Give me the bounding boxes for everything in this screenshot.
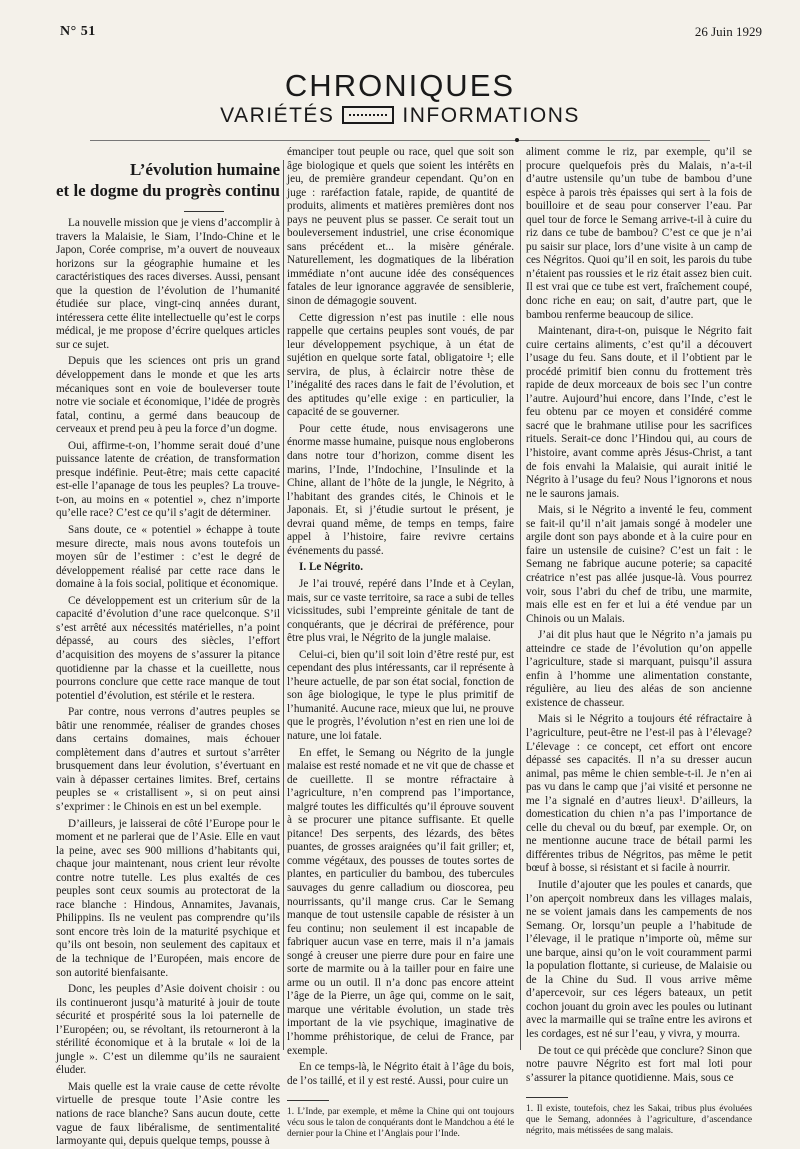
issue-number: N° 51	[60, 24, 96, 39]
header-rule	[90, 140, 710, 141]
paragraph: Depuis que les sciences ont pris un grand développement dans le monde et que les arts mécaniques sont en voie de bouleverser toute notre vie sociale et économique, l’idée de progrès fatal, continu, a germé dans beaucoup de cerveaux et prend peu à peu la force d’un dogme.	[56, 355, 280, 436]
article-title	[56, 146, 280, 201]
paragraph: La nouvelle mission que je viens d’accomplir à travers la Malaisie, le Siam, l’Indo-Chine et le Japon, Corée comprise, m’a ouvert de nouveaux horizons sur la géographie humaine et les caractéristiques des races diverses. Aussi, pensant que la question de l’évolution de l’humanité étudiée sur place, vingt-cinq années durant, intéressera cette élite intellectuelle qu’est le corps médical, je me propose d’écrire quelques articles sur ce sujet.	[56, 217, 280, 351]
paragraph: Ce développement est un criterium sûr de la capacité d’évolution d’une race quelconque. S’il s’est arrêté aux nécessités matérielles, n’a point dépassé, au cours des siècles, l’effort d’acquisition des moyens de s’assurer la pitance quotidienne par la chasse et la cueillette, nous pourrons conclure que cette race manque de tout potentiel d’évolution, est stérile et le restera.	[56, 594, 280, 702]
masthead-right: INFORMATIONS	[402, 104, 580, 127]
article-title-line2: et le dogme du progrès continu	[56, 181, 280, 200]
paragraph: émanciper tout peuple ou race, quel que soit son âge biologique et quels que soient les intérêts en jeu, de première grandeur cependant. Qu’on en juge : raréfaction fatale, rapide, de quantité de produits, aliments et matières premières dont nos pays ne peuvent plus se passer. Ce serait tout un bouleversement industriel, une crise économique sans précédent et... la misère générale. Naturellement, les dogmatiques de la libération immédiate n’ont aucune idée des conséquences fatales de leur ignorance aggravée de sensiblerie, sinon de démagogie souvent.	[287, 146, 514, 308]
masthead-title: CHRONIQUES	[284, 68, 516, 103]
paragraph: Mais si le Négrito a toujours été réfractaire à l’agriculture, peut-être ne l’est-il pas à l’élevage? L’élevage : ce concept, cet effort ont encore dépassé ses capacités. Il n’a su dresser aucun animal, pas même le chien semble-t-il. Je n’en ai pas vu dans le camp que j’ai visité et personne ne me l’a signalé en d’autres lieux¹. D’ailleurs, la domestication du chien n’a pas l’importance de celle du cheval ou du bœuf, par exemple. Or, on ne mentionne aucune trace de bétail parmi les différentes tribus de Négritos, pas même le petit bœuf à bosse, si résistant et si facile à nourrir.	[526, 713, 752, 875]
paragraph: En effet, le Semang ou Négrito de la jungle malaise est resté nomade et ne vit que de chasse et de cueillette. Il se montre réfractaire à l’agriculture, n’en comprend pas l’importance, malgré toutes les difficultés qu’il éprouve souvent à se procurer une pitance suffisante. Et quelle pitance! Des serpents, des lézards, des bêtes puantes, de grosses araignées qu’il fait griller; et, comme végétaux, des pousses de toutes sortes de plantes, en particulier du bambou, des tubercules sauvages du genre calladium ou dioscorea, peu nourrissants, qu’il mange crus. Car le Semang manque de tout ustensile capable de résister à un feu continu; non seulement il est incapable de fabriquer aucun vase en terre, mais il n’a jamais songé à creuser une pierre dure pour en faire une sorte de marmite ou à la tailler pour en faire une arme ou un outil. Il n’a donc pas encore atteint l’âge de la Pierre, un âge qui, comme on le sait, marque une véritable évolution, un stade très important de la vie psychique, imaginative de l’homme préhistorique, de celui de France, par exemple.	[287, 746, 514, 1057]
paragraph: Par contre, nous verrons d’autres peuples se bâtir une renommée, réaliser de grandes choses dans certains domaines, mais échouer complètement dans d’autres et surtout s’arrêter brusquement dans leur évolution, s’évertuant en vain à dépasser certaines limites. Bref, certains peuples se « cristallisent », si on peut ainsi s’exprimer : le Chinois en est un bel exemple.	[56, 706, 280, 813]
paragraph: En ce temps-là, le Négrito était à l’âge du bois, de l’os taillé, et il y est resté. Aussi, pour cuire un	[287, 1061, 514, 1087]
paragraph: De tout ce qui précède que conclure? Sinon que notre pauvre Négrito est fort mal loti pour s’assurer la pitance quotidienne. Mais, sous ce	[526, 1044, 752, 1084]
footnote-rule	[526, 1097, 568, 1098]
issue-date: 26 Juin 1929	[694, 24, 762, 39]
column-3	[526, 146, 752, 1137]
column-1	[56, 146, 280, 1148]
paragraph: Mais, si le Négrito a inventé le feu, comment se fait-il qu’il n’ait jamais songé à modeler une argile dont son pays abonde et à la cuire pour en faire un ustensile de cuisine? C’est un fait : le Semang ne fabrique aucune poterie; sa capacité créatrice n’est pas allée jusque-là. Vous pourrez voir, sous l’abri du chef de tribu, une marmite, mais elle est en fer et lui a été vendue par un Chinois ou un Malais.	[526, 504, 752, 625]
footnote-rule	[287, 1100, 329, 1101]
paragraph: Pour cette étude, nous envisagerons une énorme masse humaine, puisque nous engloberons dans notre tour d’horizon, comme disent les marins, l’Inde, l’Indochine, l’Insulinde et la Chine, allant de l’hôte de la jungle, le Négrito, à l’habitant des grandes cités, le Chinois et le Japonais. Et, si j’étudie surtout le présent, je devrai quand même, de temps en temps, faire appel à l’histoire, faire revivre certains événements du passé.	[287, 422, 514, 557]
paragraph: aliment comme le riz, par exemple, qu’il se procure quelquefois près du Malais, n’a-t-il d’autre ustensile qu’un tube de bambou d’une espèce à parois très épaisses qui sert à la fois de bouilloire et de seau pour conserver l’eau. Par quel tour de force le Semang arrive-t-il à cuire du riz dans ce tube de bambou? C’est ce que je n’ai pu saisir sur place, lors d’une visite à un camp de ces Négritos. Quoi qu’il en soit, les parois du tube n’étaient pas roussies et le riz était assez bien cuit. Il est vrai que ce tube est vert, fraîchement coupé, donc riche en eau; on sait, d’autre part, que le bambou renferme beaucoup de silice.	[526, 146, 752, 321]
paragraph: J’ai dit plus haut que le Négrito n’a jamais pu atteindre ce stade de l’évolution qu’on appelle l’agriculture, stade si marquant, puisqu’il assura enfin à l’homme une alimentation constante, régulière, au lieu des aléas de son ancienne existence de chasseur.	[526, 629, 752, 709]
paragraph: Maintenant, dira-t-on, puisque le Négrito fait cuire certains aliments, c’est qu’il a découvert l’usage du feu. Sans doute, et il l’obtient par le procédé primitif bien connu du frottement très rapide de deux morceaux de bois sec l’un contre l’autre. Aujourd’hui encore, dans l’Inde, c’est le feu obtenu par ce moyen et considéré comme sacré que le brahmane utilise pour les sacrifices rituels. Serait-ce donc l’Hindou qui, au cours de l’histoire, avant comme après Jésus-Christ, a tant de fois envahi la Malaisie, qui aurait initié le Négrito à l’usage du feu? Nous l’ignorons et nous ne le saurons jamais.	[526, 325, 752, 500]
ornament-icon	[342, 106, 394, 124]
column-divider	[520, 160, 521, 1050]
column-2	[287, 146, 514, 1140]
header-dot	[515, 138, 519, 142]
section-heading	[287, 561, 514, 575]
title-separator	[184, 211, 224, 212]
footnote: 1. L’Inde, par exemple, et même la Chine qui ont toujours vécu sous le talon de conquérants dont le Mandchou a été le dernier pour la Chine et l’Anglais pour l’Inde.	[287, 1107, 514, 1140]
paragraph: D’ailleurs, je laisserai de côté l’Europe pour le moment et ne parlerai que de l’Asie. Elle en vaut la peine, avec ses 900 millions d’habitants qui, chaque jour maintenant, nous crient leur révolte contre notre tutelle. Les plus exaltés de ces peuples sont ceux soumis au protectorat de la race blanche : Hindous, Annamites, Javanais, Philippins. Ils ne veulent pas comprendre qu’ils sont encore très loin de la maturité psychique et qu’ils ont besoin, non seulement des capitaux et de la technique de l’Européen, mais encore de son autorité bienfaisante.	[56, 817, 280, 979]
footnote: 1. Il existe, toutefois, chez les Sakai, tribus plus évoluées que le Semang, adonnées à l’agriculture, d’ascendance négrito, mais métissées de sang malais.	[526, 1104, 752, 1137]
paragraph: Inutile d’ajouter que les poules et canards, que l’on aperçoit nombreux dans les villages malais, ne se voient jamais dans les campements de nos Semang. Or, lorsqu’un peuple a l’habitude de l’élevage, il le pratique n’importe où, même sur une barque, ainsi qu’on le voit couramment parmi la population flottante, si curieuse, de Malaisie ou de la Chine du Sud. Il vous arrive même d’apercevoir, sur ces légers bateaux, un petit cochon jouant du groin avec les poules ou lutinant avec la marmaille qui se traîne entre les avirons et les cordages, est né sur l’eau, y vivra, y mourra.	[526, 878, 752, 1040]
paragraph: Sans doute, ce « potentiel » échappe à toute mesure directe, mais nous avons toutefois un moyen sûr de l’estimer : c’est le degré de développement réalisé par cette race dans le domaine à la fois social, politique et économique.	[56, 524, 280, 591]
column-divider	[283, 160, 284, 1050]
paragraph: Cette digression n’est pas inutile : elle nous rappelle que certains peuples sont voués, de par leur développement psychique, à un état de sujétion en quelque sorte fatal, obligatoire ¹; elle servira, de plus, à éclaircir notre thèse de l’inégalité des races dans le fait de l’évolution, et des aptitudes qu’elle exige : en particulier, la capacité de se gouverner.	[287, 311, 514, 419]
paragraph: Mais quelle est la vraie cause de cette révolte virtuelle de presque toute l’Asie contre les nations de race blanche? Sans aucun doute, cette vague de faux libéralisme, de sentimentalité larmoyante qui, depuis quelque temps, pousse à	[56, 1080, 280, 1148]
paragraph: Je l’ai trouvé, repéré dans l’Inde et à Ceylan, mais, sur ce vaste territoire, sa race a subi de telles vicissitudes, subi l’empreinte génitale de tant de conquérants, que je décrirai de préférence, pour être plus vrai, le Négrito de la jungle malaise.	[287, 577, 514, 645]
article-title-line1: L’évolution humaine	[129, 160, 280, 179]
paragraph: Oui, affirme-t-on, l’homme serait doué d’une puissance latente de création, de transformation presque indéfinie. Peut-être; mais cette capacité est-elle l’apanage de tous les peuples? La trouve-t-on, au moins en « potentiel », chez n’importe qu’elle race? C’est ce qu’il s’agit de déterminer.	[56, 439, 280, 520]
section-heading-text: I. Le Négrito.	[299, 561, 364, 574]
paragraph: Donc, les peuples d’Asie doivent choisir : ou ils continueront jusqu’à maturité à jouir de toute sécurité et prospérité sous la loi paternelle de l’Européen; ou, se révoltant, ils retourneront à la stérilité économique et à la brutale « loi de la jungle ». C’est un dilemme qu’ils ne sauraient éluder.	[56, 983, 280, 1077]
masthead-subtitle	[0, 104, 800, 128]
paragraph: Celui-ci, bien qu’il soit loin d’être resté pur, est cependant des plus intéressants, car il représente à l’heure actuelle, de par son état social, fonction de son âge biologique, le type le plus primitif de l’humanité. Aucune race, mieux que lui, ne prouve que le progrès, l’évolution n’est en rien une loi de nature, une loi fatale.	[287, 648, 514, 742]
masthead-left: VARIÉTÉS	[220, 104, 335, 127]
